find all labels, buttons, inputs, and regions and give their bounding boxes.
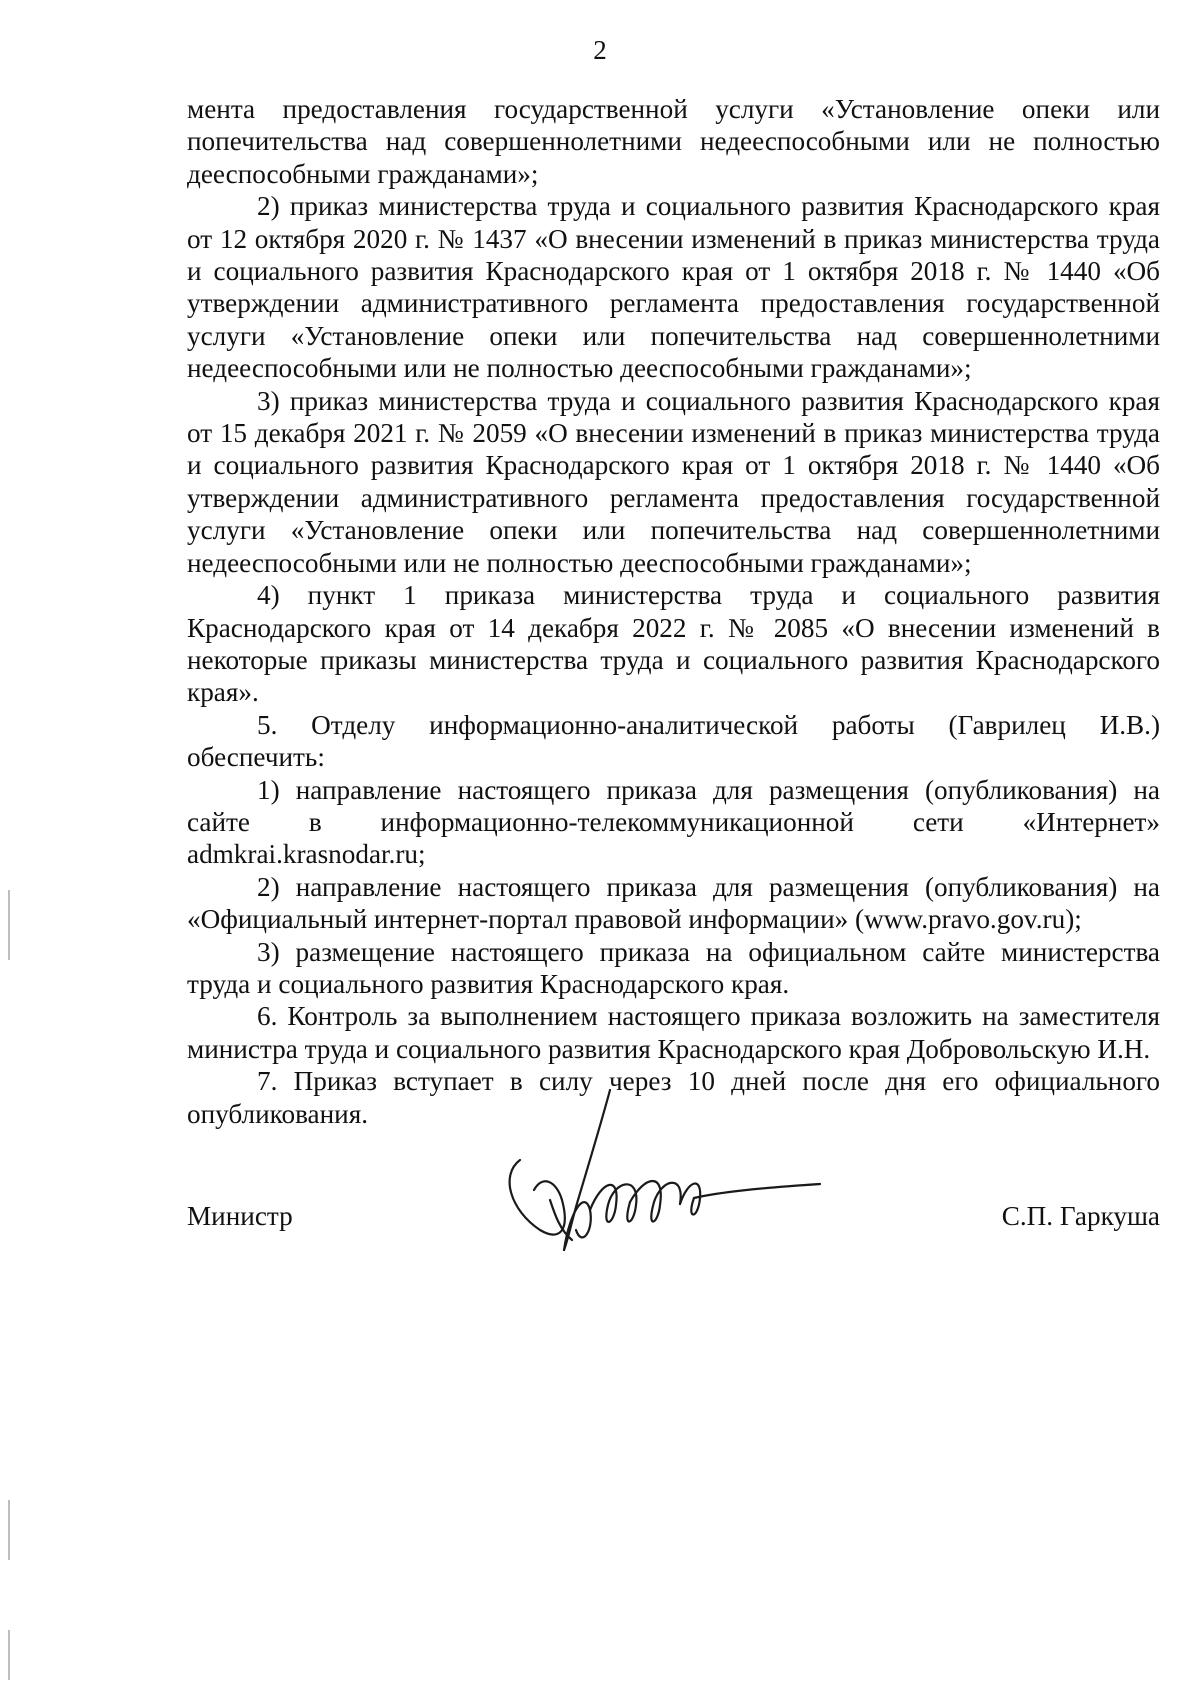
paragraph-continuation: мента предоставления государственной услуги «Установление опеки или попечительства над совершеннолетними недееспособными или не полностью дееспособными гражданами»;: [187, 94, 1160, 189]
paragraph-item-4: 4) пункт 1 приказа министерства труда и социального развития Краснодарского края от 14 декабря 2022 г. № 2085 «О внесении изменений в некоторые приказы министерства труда и социального развития Краснодарского края».: [187, 580, 1160, 708]
signature-block: [187, 1190, 1160, 1250]
paragraph-item-3: 3) приказ министерства труда и социального развития Краснодарского края от 15 декабря 2021 г. № 2059 «О внесении изменений в приказ министерства труда и социального развития Краснодарского края от 1 октября 2018 г. № 1440 «Об утверждении административного регламента предоставления государственной услуги «Установление опеки или попечительства над совершеннолетними недееспособными или не полностью дееспособными гражданами»;: [187, 385, 1160, 578]
handwritten-signature: [490, 1080, 830, 1280]
paragraph-clause-5-item-1: 1) направление настоящего приказа для размещения (опубликования) на сайте в информационно-телекоммуникационной сети «Интернет» admkrai.krasnodar.ru;: [187, 774, 1160, 870]
signatory-name: С.П. Гаркуша: [1001, 1201, 1160, 1231]
scan-edge-mark: [8, 890, 10, 960]
scan-edge-mark: [8, 1500, 10, 1560]
document-body: [187, 93, 1160, 1130]
paragraph-clause-7: 7. Приказ вступает в силу через 10 дней после дня его официального опубликования.: [187, 1066, 1160, 1129]
paragraph-clause-5: 5. Отделу информационно-аналитической работы (Гаврилец И.В.) обеспечить:: [187, 709, 1160, 773]
page-number: 2: [593, 35, 607, 65]
paragraph-clause-5-item-3: 3) размещение настоящего приказа на официальном сайте министерства труда и социального развития Краснодарского края.: [187, 936, 1160, 999]
paragraph-item-2: 2) приказ министерства труда и социального развития Краснодарского края от 12 октября 2020 г. № 1437 «О внесении изменений в приказ министерства труда и социального развития Краснодарского края от 1 октября 2018 г. № 1440 «Об утверждении административного регламента предоставления государственной услуги «Установление опеки или попечительства над совершеннолетними недееспособными или не полностью дееспособными гражданами»;: [187, 191, 1160, 384]
paragraph-clause-5-item-2: 2) направление настоящего приказа для размещения (опубликования) на «Официальный интернет-портал правовой информации» (www.pravo.gov.ru);: [187, 871, 1160, 935]
paragraph-clause-6: 6. Контроль за выполнением настоящего приказа возложить на заместителя министра труда и социального развития Краснодарского края Добровольскую И.Н.: [187, 1001, 1160, 1064]
signatory-title: Министр: [187, 1201, 293, 1231]
scan-edge-mark: [8, 1630, 10, 1680]
